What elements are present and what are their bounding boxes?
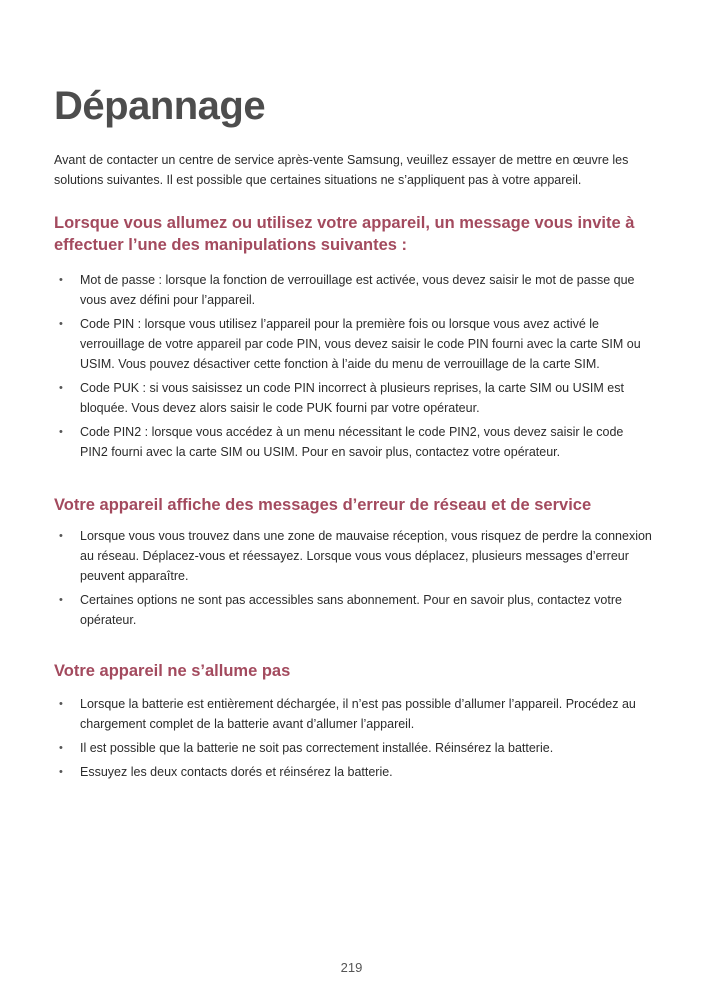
list-item	[54, 422, 654, 462]
bullet-list-unlock-prompts	[54, 270, 654, 466]
list-item	[54, 314, 654, 374]
list-item	[54, 526, 654, 586]
section-heading-no-power: Votre appareil ne s’allume pas	[54, 662, 291, 680]
list-item	[54, 590, 654, 630]
list-item-text: Code PIN : lorsque vous utilisez l’appareil pour la première fois ou lorsque vous avez activé le verrouillage de votre appareil par code PIN, vous devez saisir le code PIN fourni avec la carte SIM ou USIM. Vous pouvez désactiver cette fonction à l’aide du menu de verrouillage de la carte SIM.	[80, 317, 641, 371]
list-item-text: Code PIN2 : lorsque vous accédez à un menu nécessitant le code PIN2, vous devez saisir le code PIN2 fourni avec la carte SIM ou USIM. Pour en savoir plus, contactez votre opérateur.	[80, 425, 624, 459]
list-item	[54, 270, 654, 310]
bullet-dot-icon: •	[59, 426, 63, 438]
list-item-text: Certaines options ne sont pas accessibles sans abonnement. Pour en savoir plus, contactez votre opérateur.	[80, 593, 622, 627]
bullet-list-network-errors	[54, 526, 654, 634]
list-item	[54, 378, 654, 418]
bullet-dot-icon: •	[59, 742, 63, 754]
bullet-dot-icon: •	[59, 274, 63, 286]
list-item	[54, 762, 654, 782]
bullet-list-no-power	[54, 694, 654, 786]
list-item-text: Lorsque la batterie est entièrement déchargée, il n’est pas possible d’allumer l’appareil. Procédez au chargement complet de la batterie avant d’allumer l’appareil.	[80, 697, 636, 731]
list-item	[54, 694, 654, 734]
page-title: Dépannage	[54, 84, 266, 128]
bullet-dot-icon: •	[59, 382, 63, 394]
page-number: 219	[340, 960, 363, 975]
bullet-dot-icon: •	[59, 698, 63, 710]
bullet-dot-icon: •	[59, 766, 63, 778]
list-item-text: Il est possible que la batterie ne soit pas correctement installée. Réinsérez la batterie.	[80, 741, 554, 755]
intro-paragraph: Avant de contacter un centre de service après-vente Samsung, veuillez essayer de mettre en œuvre les solutions suivantes. Il est possible que certaines situations ne s’appliquent pas à votre appareil.	[54, 153, 629, 187]
list-item-text: Mot de passe : lorsque la fonction de verrouillage est activée, vous devez saisir le mot de passe que vous avez défini pour l’appareil.	[80, 273, 635, 307]
list-item	[54, 738, 654, 758]
list-item-text: Lorsque vous vous trouvez dans une zone de mauvaise réception, vous risquez de perdre la connexion au réseau. Déplacez-vous et réessayez. Lorsque vous vous déplacez, plusieurs messages d’erreur peuvent apparaître.	[80, 529, 652, 583]
list-item-text: Essuyez les deux contacts dorés et réinsérez la batterie.	[80, 765, 393, 779]
bullet-dot-icon: •	[59, 594, 63, 606]
section-heading-unlock-prompts: Lorsque vous allumez ou utilisez votre appareil, un message vous invite à effectuer l’une des manipulations suivantes :	[54, 214, 635, 254]
section-heading-network-errors: Votre appareil affiche des messages d’erreur de réseau et de service	[54, 496, 592, 514]
bullet-dot-icon: •	[59, 530, 63, 542]
bullet-dot-icon: •	[59, 318, 63, 330]
list-item-text: Code PUK : si vous saisissez un code PIN incorrect à plusieurs reprises, la carte SIM ou USIM est bloquée. Vous devez alors saisir le code PUK fourni par votre opérateur.	[80, 381, 624, 415]
